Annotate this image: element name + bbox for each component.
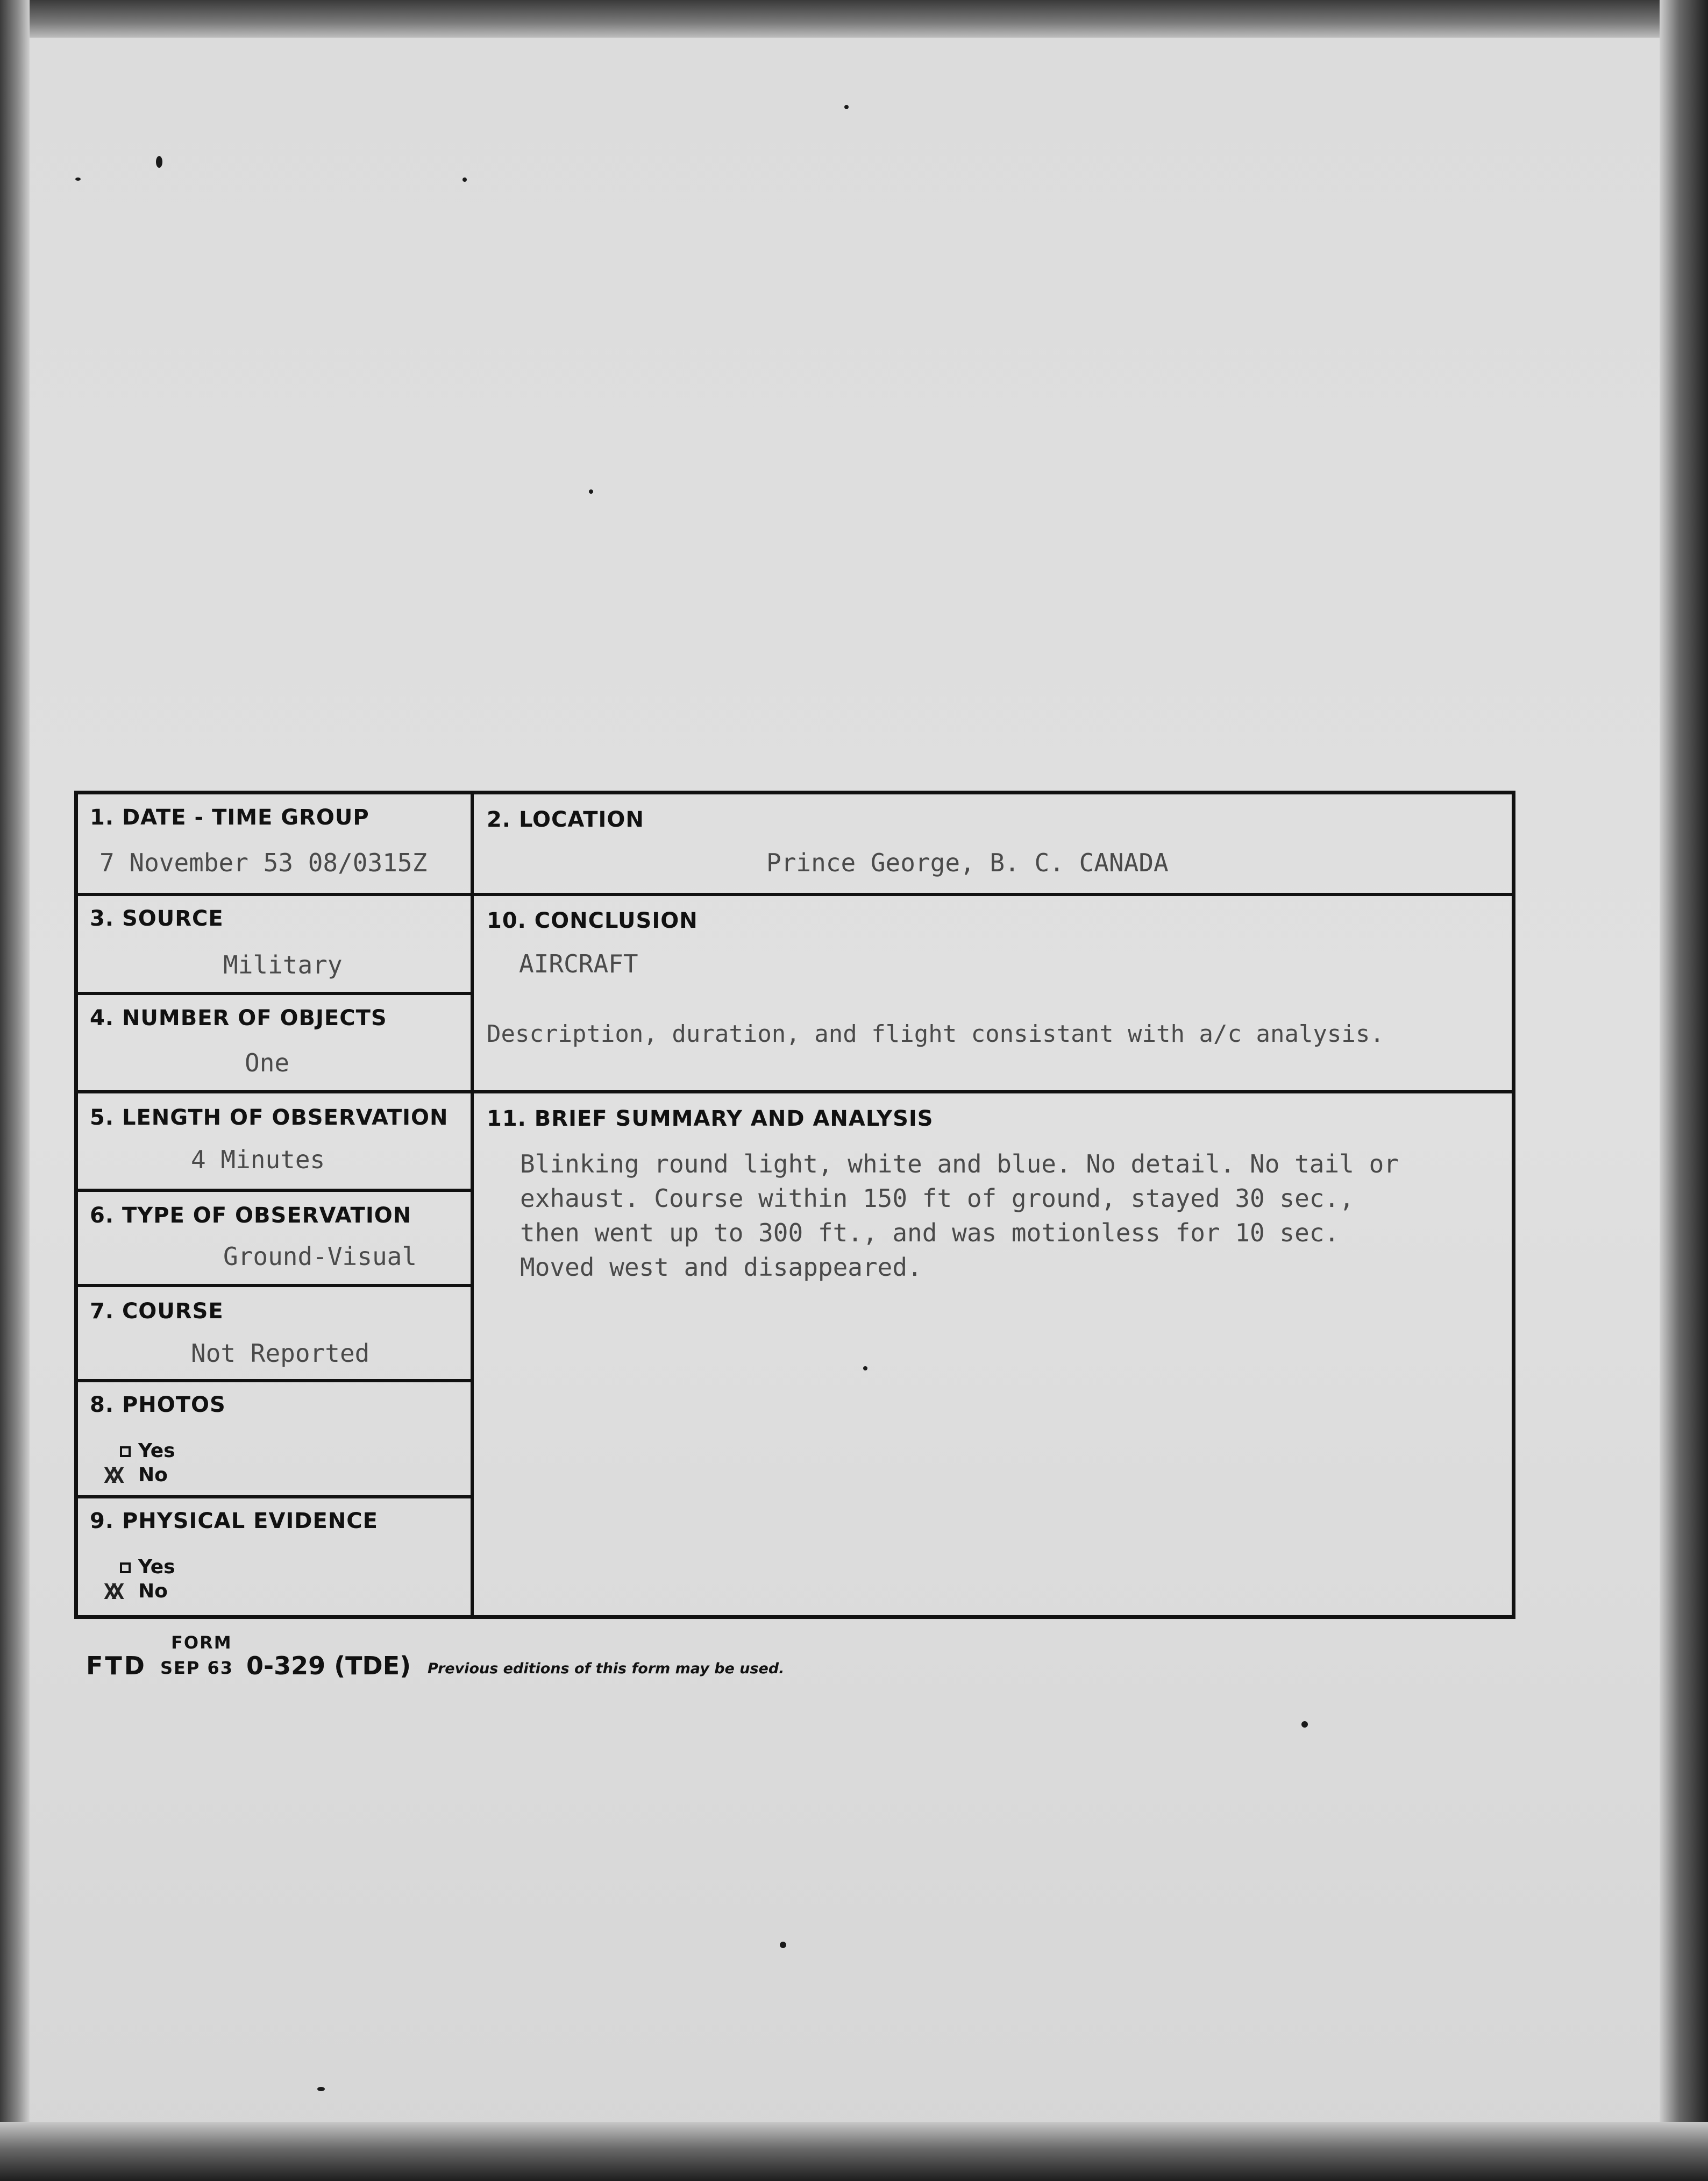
photos-no-label: No xyxy=(138,1464,168,1486)
scan-border-top xyxy=(0,0,1708,38)
date-time-value: 7 November 53 08/0315Z xyxy=(99,848,428,877)
footer-ftd: FTD xyxy=(86,1651,147,1680)
footer-form-number: 0-329 (TDE) xyxy=(246,1651,411,1680)
dust-speck xyxy=(780,1942,786,1948)
summary-line-1: Blinking round light, white and blue. No detail. No tail or xyxy=(520,1149,1399,1178)
location-label: 2. LOCATION xyxy=(487,807,644,832)
length-of-observation-label: 5. LENGTH OF OBSERVATION xyxy=(90,1105,449,1130)
number-of-objects-label: 4. NUMBER OF OBJECTS xyxy=(90,1006,387,1031)
number-of-objects-value: One xyxy=(245,1048,290,1077)
photos-yes-checkbox xyxy=(120,1446,131,1457)
physical-evidence-no-label: No xyxy=(138,1580,168,1602)
dust-speck xyxy=(75,177,81,181)
row-divider xyxy=(78,1379,474,1382)
ufo-report-form xyxy=(74,791,1515,1619)
type-of-observation-label: 6. TYPE OF OBSERVATION xyxy=(90,1203,412,1228)
column-divider xyxy=(471,794,474,1615)
dust-speck xyxy=(156,156,162,168)
physical-evidence-yes-checkbox xyxy=(120,1562,131,1573)
row-divider xyxy=(78,1090,1512,1093)
type-of-observation-value: Ground-Visual xyxy=(223,1242,417,1271)
row-divider xyxy=(78,893,1512,896)
scan-border-right xyxy=(1660,0,1708,2181)
course-value: Not Reported xyxy=(191,1339,370,1368)
row-divider xyxy=(78,1495,474,1498)
physical-evidence-yes-option xyxy=(120,1556,175,1578)
footer-date: SEP 63 xyxy=(160,1658,234,1678)
dust-speck xyxy=(317,2087,325,2091)
footer-form-word: FORM xyxy=(171,1632,232,1653)
conclusion-detail: Description, duration, and flight consistant with a/c analysis. xyxy=(487,1020,1384,1048)
location-value: Prince George, B. C. CANADA xyxy=(766,848,1169,877)
photos-no-option xyxy=(104,1464,168,1488)
conclusion-label: 10. CONCLUSION xyxy=(487,908,698,933)
photos-yes-label: Yes xyxy=(138,1440,175,1462)
source-label: 3. SOURCE xyxy=(90,906,224,931)
physical-evidence-no-mark: XX xyxy=(104,1580,119,1604)
source-value: Military xyxy=(223,950,343,979)
conclusion-value: AIRCRAFT xyxy=(519,949,638,978)
summary-line-4: Moved west and disappeared. xyxy=(520,1253,922,1282)
scan-border-bottom xyxy=(0,2122,1708,2181)
row-divider xyxy=(78,992,474,995)
photos-no-mark: XX xyxy=(104,1464,119,1488)
photos-yes-option xyxy=(120,1440,175,1462)
dust-speck xyxy=(589,489,593,494)
length-of-observation-value: 4 Minutes xyxy=(191,1145,325,1174)
physical-evidence-yes-label: Yes xyxy=(138,1556,175,1578)
summary-label: 11. BRIEF SUMMARY AND ANALYSIS xyxy=(487,1106,934,1131)
course-label: 7. COURSE xyxy=(90,1299,224,1324)
dust-speck xyxy=(844,105,849,109)
photos-label: 8. PHOTOS xyxy=(90,1393,226,1417)
physical-evidence-no-option xyxy=(104,1580,168,1604)
row-divider xyxy=(78,1284,474,1287)
dust-speck xyxy=(462,177,467,182)
date-time-label: 1. DATE - TIME GROUP xyxy=(90,805,369,830)
summary-line-2: exhaust. Course within 150 ft of ground, stayed 30 sec., xyxy=(520,1184,1354,1213)
dust-speck xyxy=(1301,1721,1308,1728)
scan-border-left xyxy=(0,0,30,2181)
physical-evidence-label: 9. PHYSICAL EVIDENCE xyxy=(90,1509,378,1533)
footer-note: Previous editions of this form may be used. xyxy=(428,1660,785,1677)
summary-line-3: then went up to 300 ft., and was motionless for 10 sec. xyxy=(520,1218,1340,1247)
row-divider xyxy=(78,1189,474,1192)
